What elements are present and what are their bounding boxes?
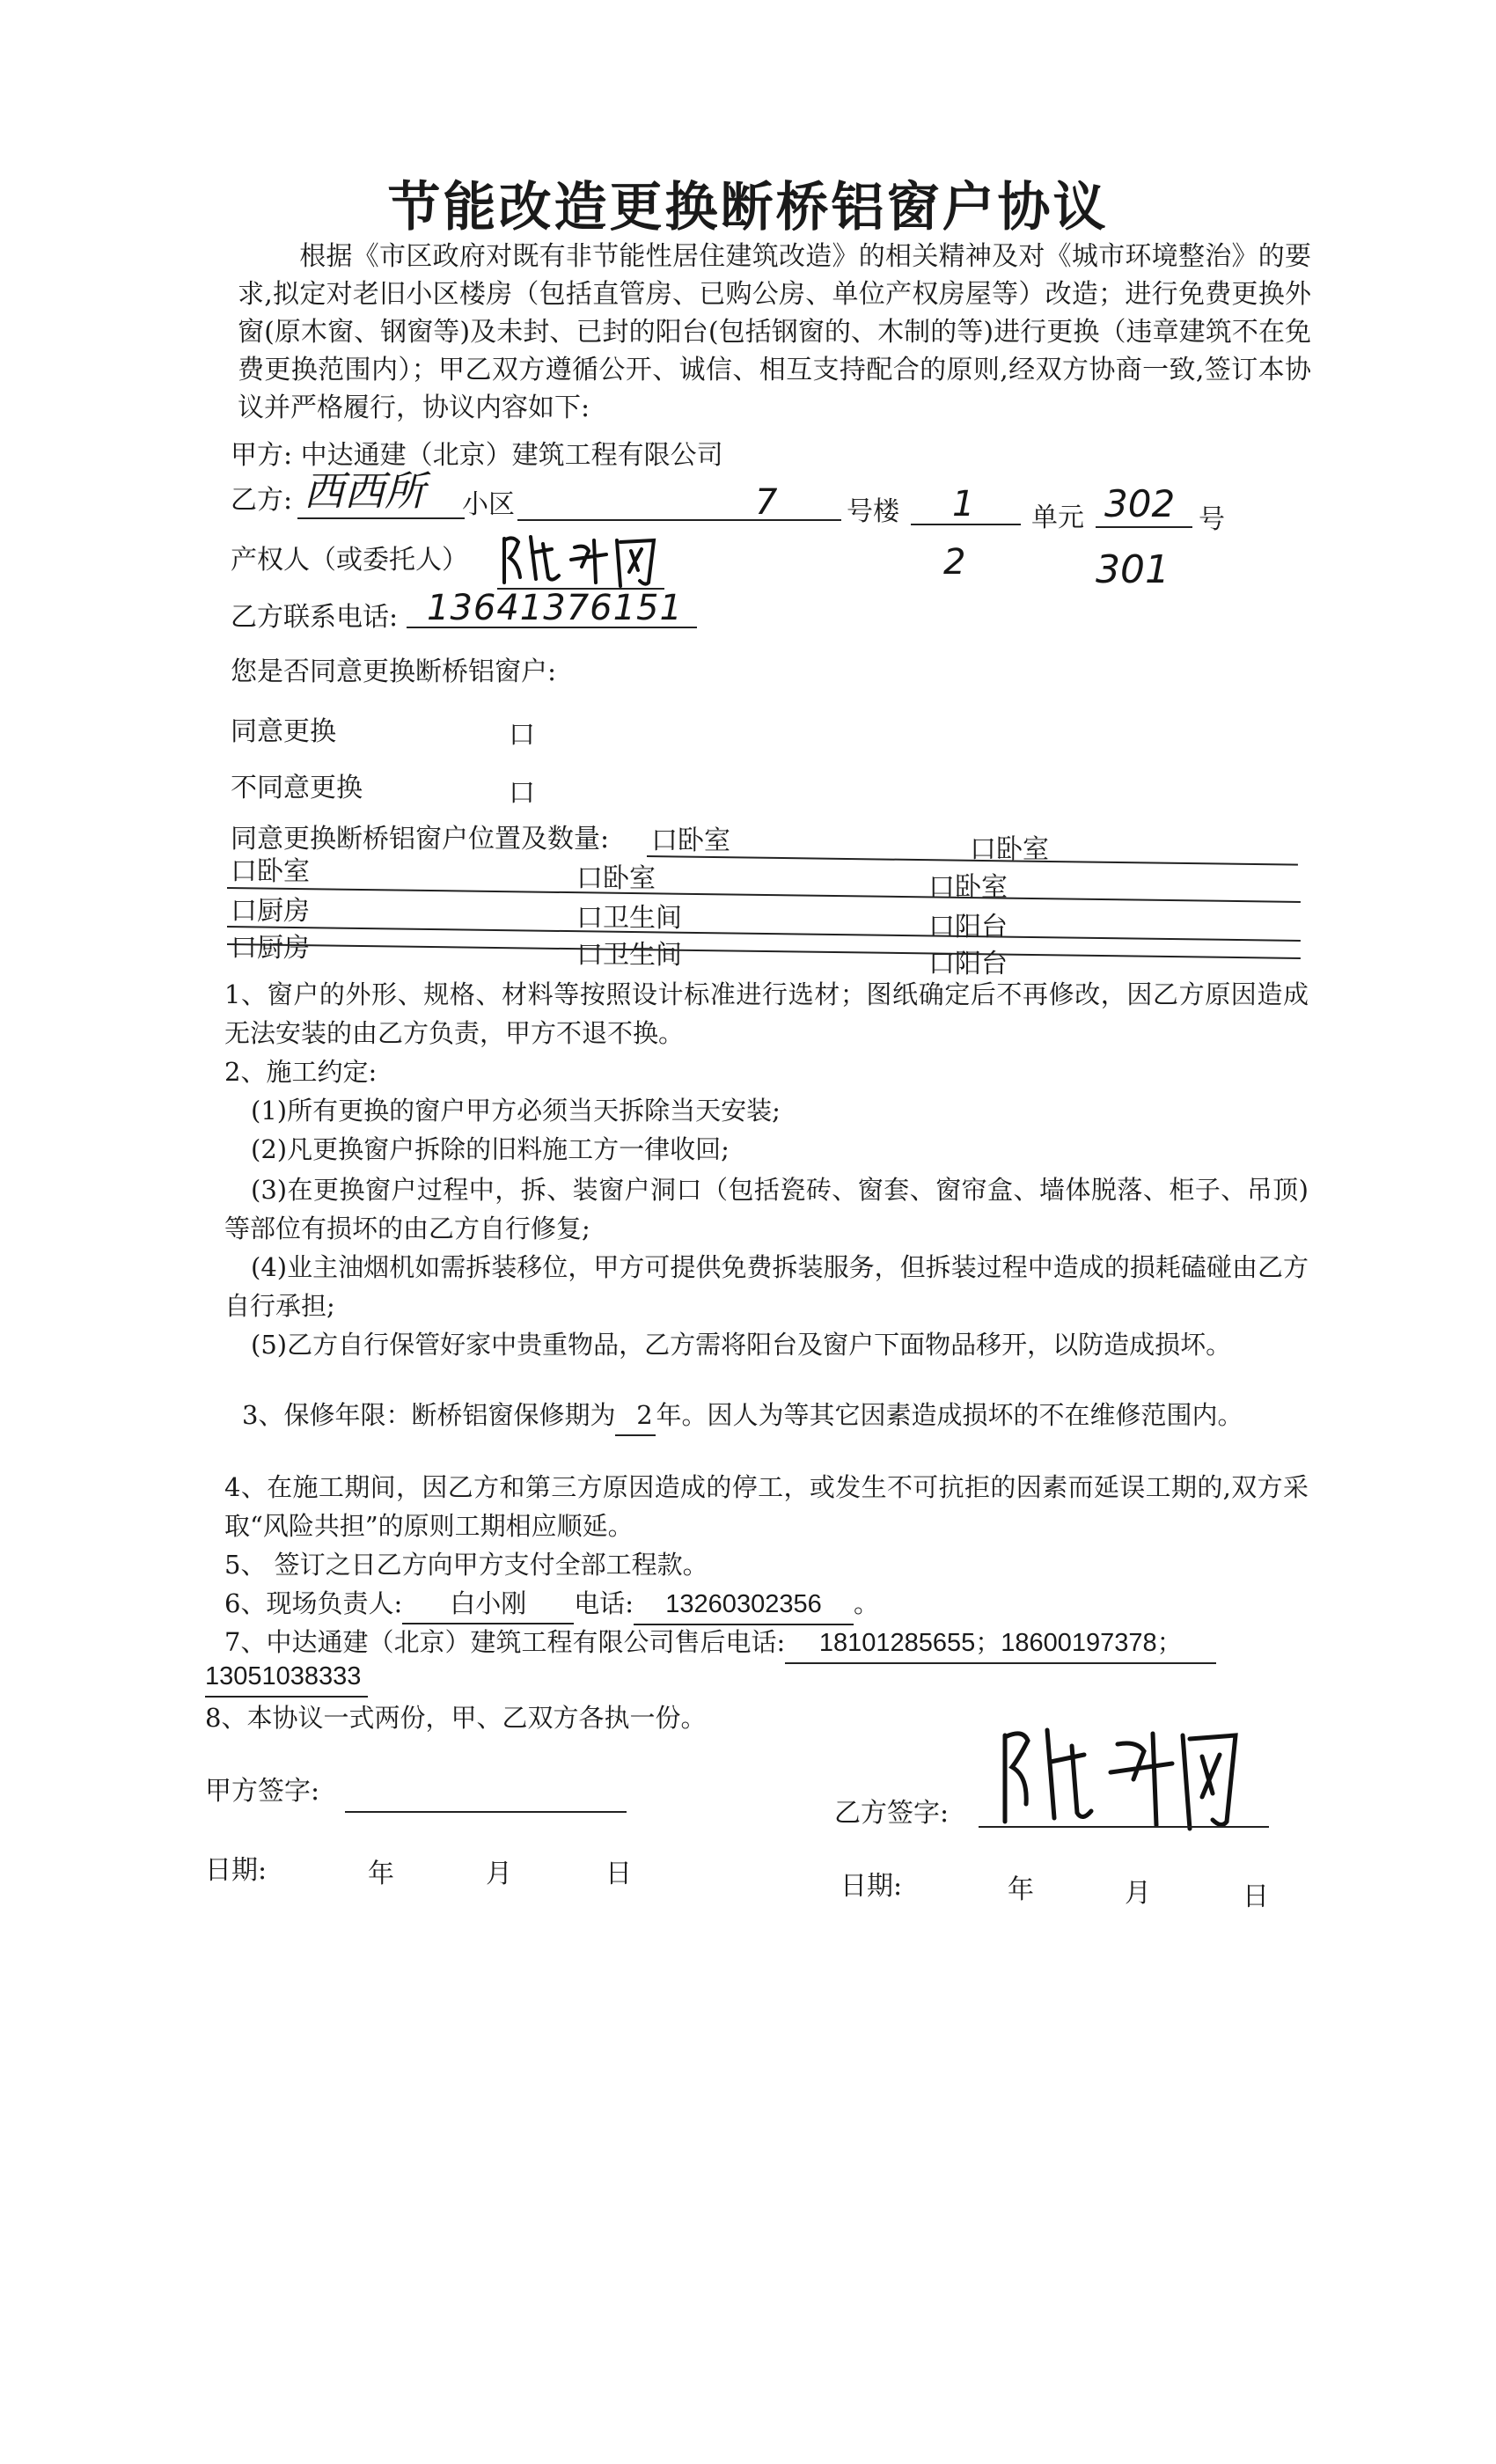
position-option[interactable]: 口厨房	[231, 933, 310, 964]
unit-handwritten: 1	[952, 484, 975, 524]
party-b-date-label: 日期:	[840, 1871, 903, 1902]
building-label: 号楼	[847, 496, 899, 527]
positions-rule	[227, 943, 1301, 959]
room-handwritten: 302	[1104, 482, 1176, 525]
party-b-date-month: 月	[1125, 1878, 1151, 1909]
clause-8: 8、本协议一式两份，甲、乙双方各执一份。	[205, 1703, 707, 1733]
party-b-sign-label: 乙方签字:	[834, 1798, 950, 1829]
owner-signature	[497, 528, 664, 593]
community-handwritten: 西西所	[304, 467, 425, 515]
clause-6-pre: 6、现场负责人:	[224, 1588, 403, 1618]
after-sales-phones: 18101285655；18600197378；	[785, 1624, 1216, 1664]
owner-label: 产权人（或委托人）	[231, 545, 468, 576]
position-option[interactable]: 口阳台	[928, 912, 1008, 942]
clause-3	[224, 1396, 1309, 1436]
position-option[interactable]: 口阳台	[928, 949, 1008, 979]
site-manager-phone: 13260302356	[634, 1585, 854, 1625]
position-option[interactable]: 口卧室	[651, 825, 730, 856]
position-option[interactable]: 口卧室	[231, 856, 310, 887]
clause-3-pre: 3、保修年限：断桥铝窗保修期为	[242, 1400, 616, 1430]
party-b-date-year: 年	[1008, 1874, 1034, 1905]
clause-2-5: (5)乙方自行保管好家中贵重物品，乙方需将阳台及窗户下面物品移开，以防造成损坏。	[251, 1330, 1232, 1360]
clause-2-3: (3)在更换窗户过程中，拆、装窗户洞口（包括瓷砖、窗套、窗帘盒、墙体脱落、柜子、吊顶)等部位有损坏的由乙方自行修复;	[224, 1175, 1309, 1243]
party-b-date-day: 日	[1243, 1881, 1269, 1912]
disagree-label: 不同意更换	[231, 773, 363, 803]
position-option[interactable]: 口卧室	[576, 863, 656, 894]
position-option[interactable]: 口卫生间	[576, 903, 682, 934]
community-suffix: 小区	[462, 489, 515, 520]
unit-handwritten-2: 2	[943, 542, 966, 583]
building-handwritten: 7	[755, 482, 778, 523]
intro-paragraph	[238, 238, 1311, 427]
party-a-sign-label: 甲方签字:	[205, 1776, 320, 1807]
clause-6-phone-label: 电话:	[574, 1588, 634, 1618]
party-a-date-year: 年	[368, 1859, 394, 1889]
clause-2-1: (1)所有更换的窗户甲方必须当天拆除当天安装;	[251, 1096, 781, 1126]
position-option[interactable]: 口卫生间	[576, 940, 682, 971]
room-handwritten-2: 301	[1096, 547, 1170, 592]
after-sales-phone-3: 13051038333	[205, 1657, 368, 1698]
room-underline	[1096, 526, 1192, 528]
intro-text: 根据《市区政府对既有非节能性居住建筑改造》的相关精神及对《城市环境整治》的要求,拟定对老旧小区楼房（包括直管房、已购公房、单位产权房屋等）改造；进行免费更换外窗(原木窗、钢窗等)及未封、已封的阳台(包括钢窗的、木制的等)进行更换（违章建筑不在免费更换范围内）；甲乙双方遵循公开、诚信、相互支持配合的原则,经双方协商一致,签订本协议并严格履行，协议内容如下:	[238, 241, 1311, 423]
clause-7-pre: 7、中达通建（北京）建筑工程有限公司售后电话:	[224, 1627, 786, 1657]
clause-2: 2、施工约定:	[224, 1057, 378, 1087]
clause-4: 4、在施工期间，因乙方和第三方原因造成的停工，或发生不可抗拒的因素而延误工期的,双方采取“风险共担”的原则工期相应顺延。	[224, 1472, 1309, 1541]
clause-6-end: 。	[854, 1588, 880, 1618]
clause-5: 5、 签订之日乙方向甲方支付全部工程款。	[224, 1550, 708, 1580]
party-a: 甲方: 中达通建（北京）建筑工程有限公司	[231, 440, 723, 471]
clause-2-2: (2)凡更换窗户拆除的旧料施工方一律收回;	[251, 1134, 730, 1164]
room-label: 号	[1199, 504, 1225, 535]
position-option[interactable]: 口厨房	[231, 896, 310, 927]
position-option[interactable]: 口卧室	[928, 872, 1008, 903]
document-title: 节能改造更换断桥铝窗户协议	[387, 177, 1109, 238]
agree-checkbox[interactable]: 口	[509, 720, 535, 751]
clause-7-line2	[205, 1656, 368, 1698]
party-b-signature	[986, 1718, 1241, 1836]
unit-label: 单元	[1031, 502, 1084, 533]
positions-label: 同意更换断桥铝窗户位置及数量:	[231, 824, 610, 854]
clause-2-4: (4)业主油烟机如需拆装移位，甲方可提供免费拆装服务，但拆装过程中造成的损耗磕碰由乙方自行承担;	[224, 1252, 1309, 1321]
positions-rule	[227, 887, 1301, 903]
site-manager-name: 白小刚	[402, 1584, 574, 1624]
agree-label: 同意更换	[231, 716, 336, 747]
positions-rule	[227, 926, 1301, 942]
building-underline	[517, 519, 841, 521]
party-a-date-label: 日期:	[205, 1855, 268, 1886]
party-a-date-month: 月	[486, 1859, 512, 1889]
community-underline	[297, 517, 465, 519]
disagree-checkbox[interactable]: 口	[509, 778, 535, 809]
party-b-label: 乙方:	[231, 485, 293, 516]
party-a-date-day: 日	[605, 1859, 632, 1889]
party-b-sign-line[interactable]	[979, 1826, 1269, 1828]
unit-underline	[911, 524, 1021, 525]
party-a-sign-line[interactable]	[345, 1811, 627, 1813]
phone-underline	[407, 627, 697, 628]
clause-1: 1、窗户的外形、规格、材料等按照设计标准进行选材；图纸确定后不再修改，因乙方原因造成无法安装的由乙方负责，甲方不退不换。	[224, 979, 1309, 1048]
clause-3-post: 年。因人为等其它因素造成损坏的不在维修范围内。	[656, 1400, 1243, 1430]
phone-handwritten: 13641376151	[427, 588, 683, 628]
warranty-years: 2	[615, 1396, 656, 1436]
position-option[interactable]: 口卧室	[970, 834, 1049, 865]
question-text: 您是否同意更换断桥铝窗户:	[231, 656, 557, 687]
phone-label: 乙方联系电话:	[231, 602, 399, 633]
clause-6	[224, 1584, 879, 1625]
clause-7	[224, 1623, 1216, 1664]
